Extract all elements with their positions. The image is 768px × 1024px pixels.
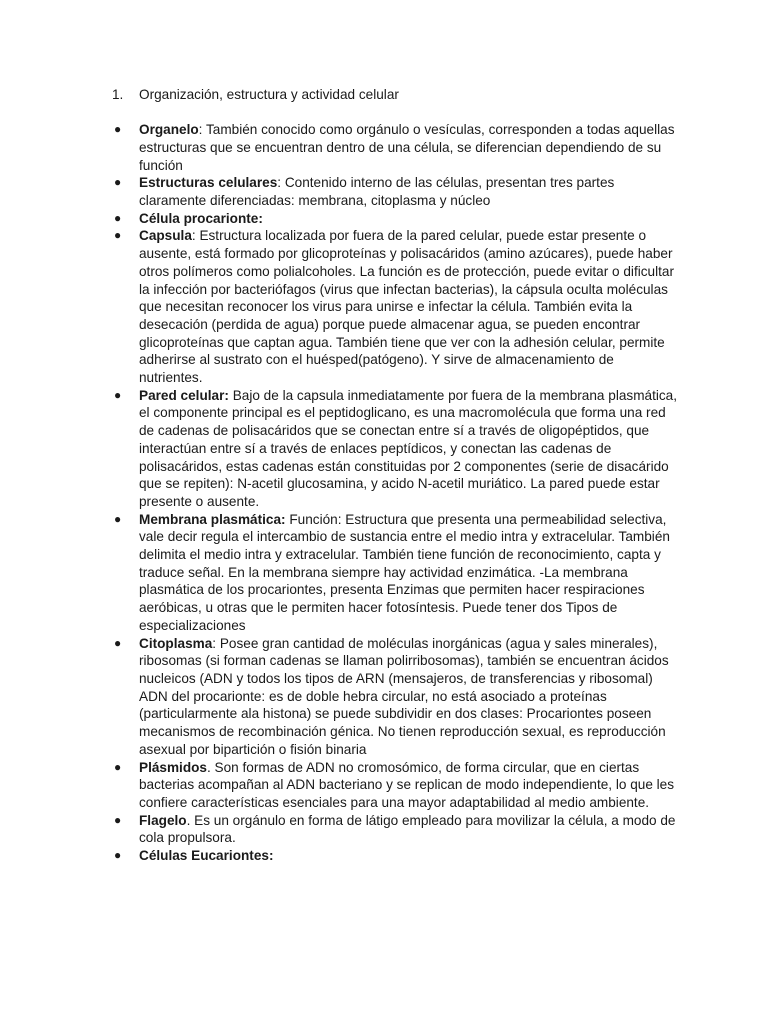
definition: Función: Estructura que presenta una permeabilidad selectiva, vale decir regula el intercambio de sustancia entre el medio intra y extracelular. También delimita el medio intra y extracelular. También tiene función de reconocimiento, capta y traduce señal. En la membrana siempre hay actividad enzimática. -La membrana plasmática de los procariontes, presenta Enzimas que permiten hacer respiraciones aeróbicas, u otras que le permiten hacer fotosíntesis. Puede tener dos Tipos de especializaciones <box>139 511 670 633</box>
bullet-icon: ● <box>114 387 122 402</box>
bullet-icon: ● <box>114 812 122 827</box>
term: Célula procarionte: <box>139 210 263 226</box>
term: Plásmidos <box>139 759 207 775</box>
definition: Bajo de la capsula inmediatamente por fuera de la membrana plasmática, el componente principal es el peptidoglicano, es una macromolécula que forma una red de cadenas de polisacáridos que se conectan entre sí a través de oligopéptidos, que interactúan entre sí a través de enlaces peptídicos, y conectan las cadenas de polisacáridos, estas cadenas están constituidas por 2 componentes (serie de disacárido que se repiten): N-acetil glucosamina, y acido N-acetil muriático. La pared puede estar presente o ausente. <box>139 387 678 509</box>
definition: : Posee gran cantidad de moléculas inorgánicas (agua y sales minerales), ribosomas (si forman cadenas se llaman polirribosomas), también se encuentran ácidos nucleicos (ADN y todos los tipos de ARN (mensajeros, de transferencias y ribosomal) ADN del procarionte: es de doble hebra circular, no está asociado a proteínas (particularmente ala histona) se puede subdividir en dos clases: Procariontes poseen mecanismos de recombinación génica. No tienen reproducción sexual, es reproducción asexual por bipartición o fisión binaria <box>139 635 669 757</box>
heading-text: Organización, estructura y actividad celular <box>139 87 399 102</box>
term: Flagelo <box>139 812 187 828</box>
list-item-plasmidos <box>112 759 678 812</box>
list-item-celula-procarionte <box>112 210 678 228</box>
bullet-icon: ● <box>114 228 122 243</box>
list-item-membrana-plasmatica <box>112 511 678 635</box>
definition: : Contenido interno de las células, presentan tres partes claramente diferenciadas: membrana, citoplasma y núcleo <box>139 175 615 209</box>
list-item-organelo <box>112 121 678 174</box>
term: Pared celular: <box>139 387 229 403</box>
list-item-celulas-eucariontes <box>112 847 678 865</box>
list-item-citoplasma <box>112 635 678 759</box>
term: Estructuras celulares <box>139 175 278 191</box>
bullet-icon: ● <box>114 175 122 190</box>
term: Citoplasma <box>139 635 213 651</box>
bullet-icon: ● <box>114 759 122 774</box>
document-body <box>112 86 678 865</box>
heading-number: 1. <box>112 87 124 102</box>
list-item-pared-celular <box>112 387 678 511</box>
list-item-estructuras-celulares <box>112 174 678 209</box>
term: Membrana plasmática: <box>139 511 286 527</box>
bullet-icon: ● <box>114 848 122 863</box>
definition: : Estructura localizada por fuera de la pared celular, puede estar presente o ausente, está formado por glicoproteínas y polisacáridos (amino azúcares), puede haber otros polímeros como polialcoholes. La función es de protección, puede evitar o dificultar la infección por bacteriófagos (virus que infectan bacterias), la cápsula oculta moléculas que necesitan reconocer los virus para unirse e infectar la célula. También evita la desecación (perdida de agua) porque puede almacenar agua, se pueden encontrar glicoproteínas que captan agua. También tiene que ver con la adhesión celular, permite adherirse al sustrato con el huésped(patógeno). Y sirve de almacenamiento de nutrientes. <box>139 228 674 386</box>
bullet-icon: ● <box>114 122 122 137</box>
definition-list <box>112 121 678 865</box>
definition: . Es un orgánulo en forma de látigo empleado para movilizar la célula, a modo de cola propulsora. <box>139 812 676 846</box>
section-heading <box>112 86 678 104</box>
list-item-capsula <box>112 227 678 386</box>
term: Células Eucariontes: <box>139 848 274 864</box>
definition: . Son formas de ADN no cromosómico, de forma circular, que en ciertas bacterias acompañan al ADN bacteriano y se replican de modo independiente, lo que les confiere características esenciales para una mayor adaptabilidad al medio ambiente. <box>139 759 675 810</box>
bullet-icon: ● <box>114 635 122 650</box>
definition: : También conocido como orgánulo o vesículas, corresponden a todas aquellas estructuras que se encuentran dentro de una célula, se diferencian dependiendo de su función <box>139 122 675 173</box>
list-item-flagelo <box>112 812 678 847</box>
bullet-icon: ● <box>114 210 122 225</box>
bullet-icon: ● <box>114 511 122 526</box>
term: Capsula <box>139 228 192 244</box>
term: Organelo <box>139 122 199 138</box>
